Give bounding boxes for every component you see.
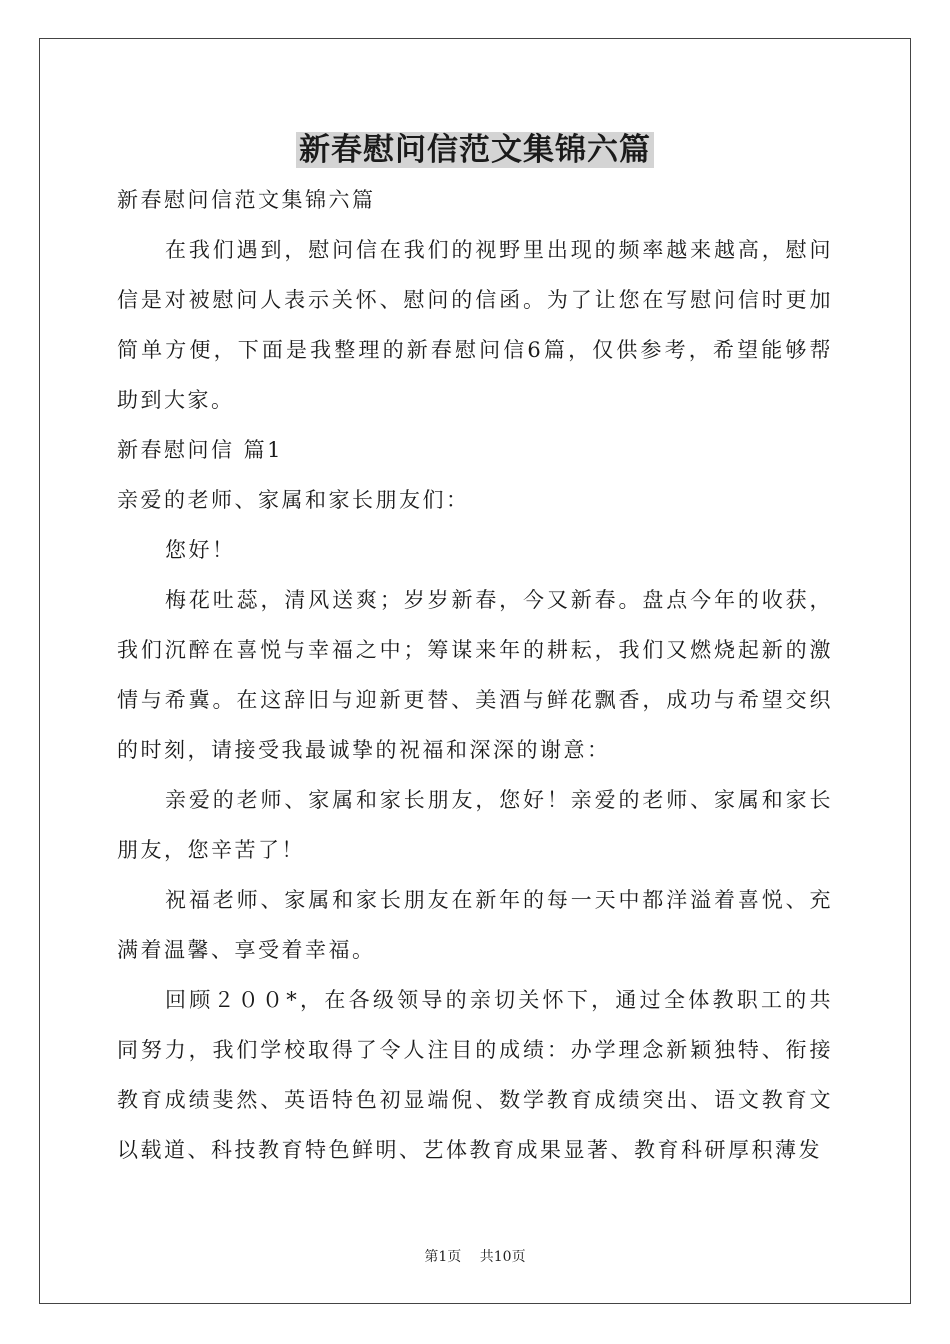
body-paragraph: 您好！ bbox=[165, 538, 236, 562]
body-paragraph: 在我们遇到，慰问信在我们的视野里出现的频率越来越高，慰问信是对被慰问人表示关怀、慰问的信函。为了让您在写慰问信时更加简单方便，下面是我整理的新春慰问信6篇，仅供参考，希望能够帮助到大家。 bbox=[117, 238, 833, 412]
body-paragraph: 亲爱的老师、家属和家长朋友们： bbox=[117, 488, 470, 512]
body-paragraph: 回顾２００*，在各级领导的亲切关怀下，通过全体教职工的共同努力，我们学校取得了令人注目的成绩：办学理念新颖独特、衔接教育成绩斐然、英语特色初显端倪、数学教育成绩突出、语文教育文以载道、科技教育特色鲜明、艺体教育成果显著、教育科研厚积薄发 bbox=[117, 988, 833, 1162]
body-paragraph: 亲爱的老师、家属和家长朋友，您好！亲爱的老师、家属和家长朋友，您辛苦了！ bbox=[117, 788, 833, 862]
page-footer bbox=[0, 1248, 950, 1266]
page-number: 第1页 bbox=[424, 1249, 462, 1265]
body-paragraph: 梅花吐蕊，清风送爽；岁岁新春，今又新春。盘点今年的收获，我们沉醉在喜悦与幸福之中；筹谋来年的耕耘，我们又燃烧起新的激情与希冀。在这辞旧与迎新更替、美酒与鲜花飘香，成功与希望交织的时刻，请接受我最诚挚的祝福和深深的谢意： bbox=[117, 588, 833, 762]
body-paragraph: 祝福老师、家属和家长朋友在新年的每一天中都洋溢着喜悦、充满着温馨、享受着幸福。 bbox=[117, 888, 833, 962]
body-paragraph: 新春慰问信范文集锦六篇 bbox=[117, 188, 376, 212]
body-paragraph: 新春慰问信 篇1 bbox=[117, 438, 284, 462]
page-total: 共10页 bbox=[479, 1249, 526, 1265]
document-body bbox=[117, 175, 833, 1175]
document-title bbox=[0, 126, 950, 174]
document-title-text: 新春慰问信范文集锦六篇 bbox=[296, 132, 654, 168]
